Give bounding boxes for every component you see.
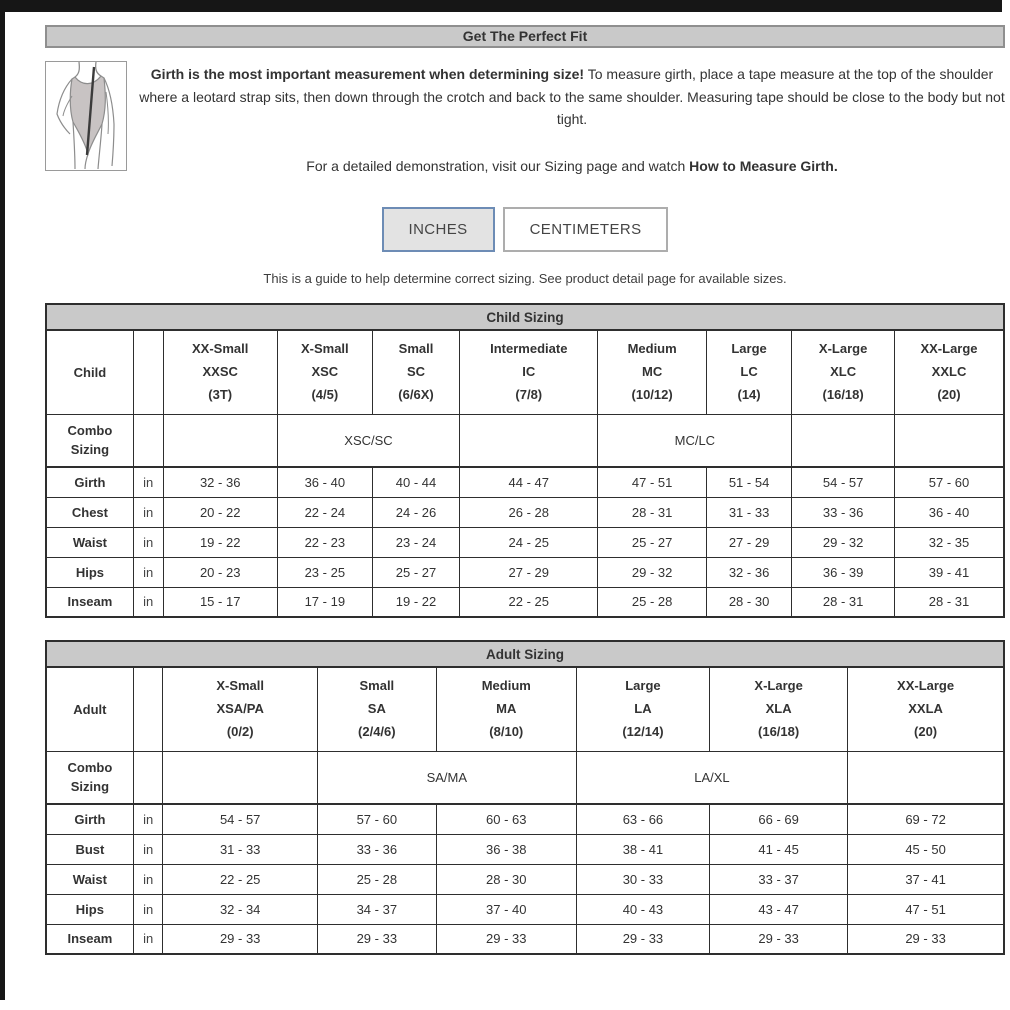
measurement-row-label: Hips [46, 557, 133, 587]
measurement-row-label: Bust [46, 834, 133, 864]
girth-instructions-rest: To measure girth, place a tape measure at the top of the shoulder where a leotard strap sits, then down through the crotch and back to the same shoulder. Measuring tape should be close to the body but not tight. [139, 66, 1005, 128]
measurement-range-value: 28 - 31 [792, 587, 895, 617]
measurement-range-value: 31 - 33 [706, 497, 791, 527]
measurement-range-value: 15 - 17 [163, 587, 277, 617]
combo-sizing-cell [163, 414, 277, 467]
measurement-range-value: 69 - 72 [848, 804, 1004, 834]
measurement-range-value: 37 - 40 [436, 894, 576, 924]
table-section-title: Adult Sizing [46, 641, 1004, 667]
girth-instructions-bold: Girth is the most important measurement when determining size! [150, 66, 585, 82]
measurement-row-label: Girth [46, 467, 133, 497]
unit-toggle [45, 207, 1005, 252]
measurement-range-value: 28 - 31 [598, 497, 706, 527]
measurement-range-value: 22 - 23 [277, 527, 372, 557]
centimeters-button[interactable]: CENTIMETERS [503, 207, 669, 252]
measurement-row-label: Chest [46, 497, 133, 527]
measurement-unit: in [133, 864, 163, 894]
intro-section [45, 61, 1005, 174]
measurement-range-value: 29 - 32 [598, 557, 706, 587]
page-content [45, 25, 1005, 955]
measurement-range-value: 57 - 60 [894, 467, 1004, 497]
measurement-range-value: 30 - 33 [576, 864, 709, 894]
measurement-range-value: 32 - 36 [163, 467, 277, 497]
leotard-figure-icon [46, 62, 126, 170]
combo-sizing-cell [163, 751, 317, 804]
measurement-row-label: Hips [46, 894, 133, 924]
size-column-header: Intermediate IC (7/8) [460, 330, 598, 414]
measurement-range-value: 24 - 25 [460, 527, 598, 557]
size-column-header: X-Small XSA/PA (0/2) [163, 667, 317, 751]
measurement-range-value: 23 - 24 [372, 527, 459, 557]
screenshot-border-left [0, 0, 5, 1000]
measurement-range-value: 34 - 37 [317, 894, 436, 924]
measurement-range-value: 60 - 63 [436, 804, 576, 834]
size-column-header: X-Large XLA (16/18) [710, 667, 848, 751]
size-column-header: XX-Large XXLC (20) [894, 330, 1004, 414]
combo-sizing-label: Combo Sizing [46, 751, 133, 804]
measurement-unit: in [133, 497, 163, 527]
table-section-title: Child Sizing [46, 304, 1004, 330]
measurement-range-value: 23 - 25 [277, 557, 372, 587]
measurement-range-value: 36 - 38 [436, 834, 576, 864]
screenshot-border-top [0, 0, 1002, 12]
measurement-range-value: 29 - 32 [792, 527, 895, 557]
measurement-range-value: 37 - 41 [848, 864, 1004, 894]
size-column-header: X-Large XLC (16/18) [792, 330, 895, 414]
table-corner-label: Child [46, 330, 133, 414]
combo-sizing-label: Combo Sizing [46, 414, 133, 467]
measurement-range-value: 63 - 66 [576, 804, 709, 834]
inches-button[interactable]: INCHES [382, 207, 495, 252]
size-column-header: Large LA (12/14) [576, 667, 709, 751]
measurement-range-value: 47 - 51 [598, 467, 706, 497]
measurement-range-value: 28 - 30 [706, 587, 791, 617]
measurement-range-value: 29 - 33 [848, 924, 1004, 954]
size-column-header: Large LC (14) [706, 330, 791, 414]
size-column-header: XX-Large XXLA (20) [848, 667, 1004, 751]
size-column-header: Medium MA (8/10) [436, 667, 576, 751]
unit-column-header [133, 330, 163, 414]
measurement-range-value: 43 - 47 [710, 894, 848, 924]
combo-sizing-cell: LA/XL [576, 751, 847, 804]
measurement-unit: in [133, 557, 163, 587]
measurement-unit: in [133, 804, 163, 834]
measurement-range-value: 24 - 26 [372, 497, 459, 527]
page-title-bar [45, 25, 1005, 48]
measurement-range-value: 28 - 30 [436, 864, 576, 894]
sizing-guide-note: This is a guide to help determine correct sizing. See product detail page for available sizes. [263, 271, 787, 287]
measurement-range-value: 32 - 36 [706, 557, 791, 587]
measurement-unit: in [133, 834, 163, 864]
measurement-range-value: 22 - 25 [460, 587, 598, 617]
measurement-range-value: 17 - 19 [277, 587, 372, 617]
measurement-range-value: 66 - 69 [710, 804, 848, 834]
size-column-header: XX-Small XXSC (3T) [163, 330, 277, 414]
measurement-range-value: 44 - 47 [460, 467, 598, 497]
demo-note-bold: How to Measure Girth. [689, 158, 838, 175]
measurement-row-label: Girth [46, 804, 133, 834]
combo-sizing-cell [792, 414, 895, 467]
unit-column-header [133, 667, 163, 751]
measurement-row-label: Inseam [46, 587, 133, 617]
combo-sizing-cell: SA/MA [317, 751, 576, 804]
intro-text-column [139, 61, 1005, 174]
measurement-range-value: 20 - 23 [163, 557, 277, 587]
measurement-range-value: 32 - 35 [894, 527, 1004, 557]
measurement-range-value: 22 - 24 [277, 497, 372, 527]
measurement-range-value: 27 - 29 [706, 527, 791, 557]
measurement-range-value: 54 - 57 [792, 467, 895, 497]
measurement-row-label: Waist [46, 864, 133, 894]
combo-sizing-cell: MC/LC [598, 414, 792, 467]
measurement-range-value: 51 - 54 [706, 467, 791, 497]
measurement-range-value: 57 - 60 [317, 804, 436, 834]
combo-unit-cell [133, 414, 163, 467]
measurement-range-value: 25 - 28 [317, 864, 436, 894]
measurement-range-value: 22 - 25 [163, 864, 317, 894]
measurement-range-value: 31 - 33 [163, 834, 317, 864]
measurement-range-value: 19 - 22 [372, 587, 459, 617]
measurement-range-value: 28 - 31 [894, 587, 1004, 617]
measurement-range-value: 29 - 33 [317, 924, 436, 954]
measurement-unit: in [133, 527, 163, 557]
measurement-range-value: 33 - 37 [710, 864, 848, 894]
measurement-range-value: 54 - 57 [163, 804, 317, 834]
combo-unit-cell [133, 751, 163, 804]
size-column-header: Medium MC (10/12) [598, 330, 706, 414]
table-corner-label: Adult [46, 667, 133, 751]
measurement-unit: in [133, 587, 163, 617]
measurement-range-value: 36 - 40 [277, 467, 372, 497]
leotard-girth-illustration [45, 61, 127, 171]
measurement-range-value: 40 - 43 [576, 894, 709, 924]
measurement-unit: in [133, 467, 163, 497]
measurement-range-value: 39 - 41 [894, 557, 1004, 587]
measurement-row-label: Waist [46, 527, 133, 557]
measurement-range-value: 47 - 51 [848, 894, 1004, 924]
measurement-range-value: 36 - 40 [894, 497, 1004, 527]
measurement-range-value: 41 - 45 [710, 834, 848, 864]
measurement-range-value: 25 - 27 [372, 557, 459, 587]
child-sizing-table [45, 303, 1005, 618]
measurement-range-value: 26 - 28 [460, 497, 598, 527]
combo-sizing-cell [894, 414, 1004, 467]
measurement-range-value: 32 - 34 [163, 894, 317, 924]
combo-sizing-cell: XSC/SC [277, 414, 459, 467]
measurement-range-value: 29 - 33 [436, 924, 576, 954]
measurement-row-label: Inseam [46, 924, 133, 954]
size-column-header: Small SA (2/4/6) [317, 667, 436, 751]
combo-sizing-cell [848, 751, 1004, 804]
measurement-range-value: 29 - 33 [576, 924, 709, 954]
measurement-range-value: 27 - 29 [460, 557, 598, 587]
size-column-header: Small SC (6/6X) [372, 330, 459, 414]
girth-instructions [139, 63, 1005, 131]
demo-note [139, 158, 1005, 174]
measurement-unit: in [133, 924, 163, 954]
adult-sizing-table [45, 640, 1005, 955]
measurement-range-value: 40 - 44 [372, 467, 459, 497]
measurement-range-value: 19 - 22 [163, 527, 277, 557]
measurement-range-value: 33 - 36 [317, 834, 436, 864]
combo-sizing-cell [460, 414, 598, 467]
page-title: Get The Perfect Fit [462, 28, 588, 44]
measurement-range-value: 36 - 39 [792, 557, 895, 587]
measurement-range-value: 25 - 27 [598, 527, 706, 557]
measurement-range-value: 25 - 28 [598, 587, 706, 617]
measurement-range-value: 33 - 36 [792, 497, 895, 527]
size-column-header: X-Small XSC (4/5) [277, 330, 372, 414]
measurement-range-value: 20 - 22 [163, 497, 277, 527]
measurement-range-value: 38 - 41 [576, 834, 709, 864]
measurement-range-value: 45 - 50 [848, 834, 1004, 864]
measurement-unit: in [133, 894, 163, 924]
measurement-range-value: 29 - 33 [710, 924, 848, 954]
demo-note-text: For a detailed demonstration, visit our Sizing page and watch [306, 158, 690, 175]
measurement-range-value: 29 - 33 [163, 924, 317, 954]
